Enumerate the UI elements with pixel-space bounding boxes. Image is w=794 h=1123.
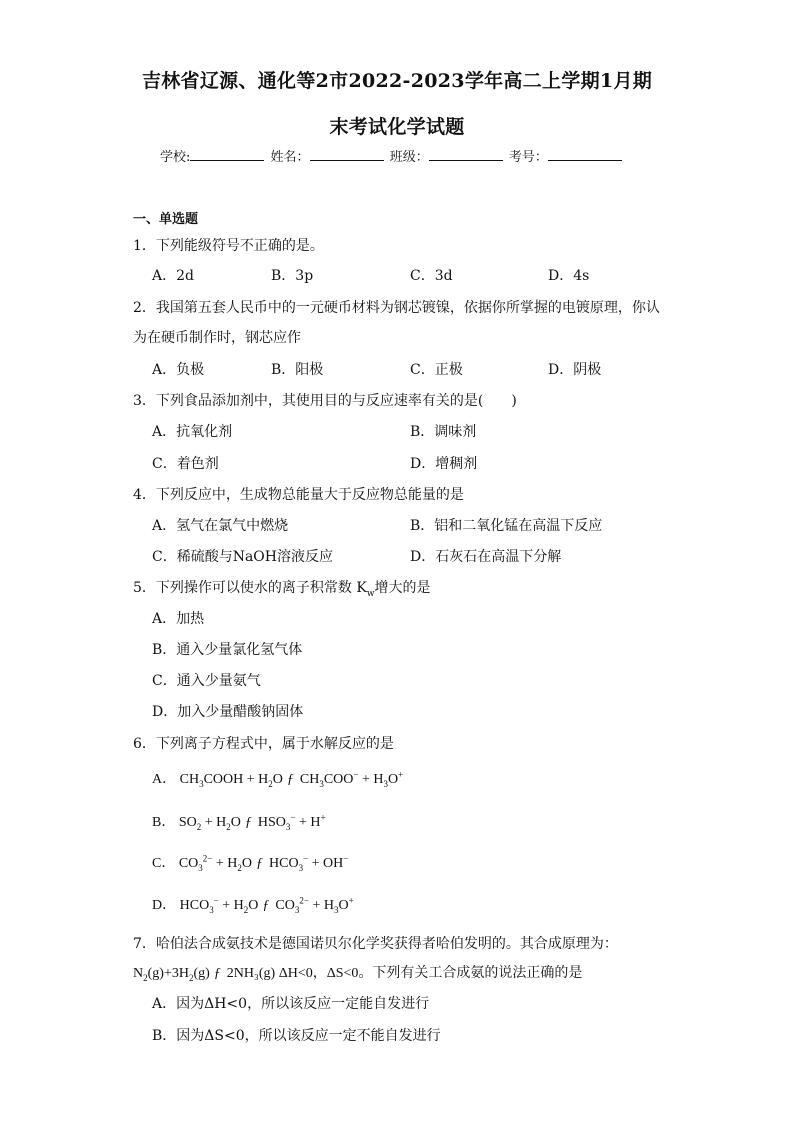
q5-stem-end: 增大的是 [374, 580, 431, 596]
question-3-stem: 3．下列食品添加剂中，其使用目的与反应速率有关的是( ) [133, 393, 517, 409]
question-2-stem-line-2: 为在硬币制作时，钢芯应作 [133, 330, 301, 346]
exam-title-line-2: 末考试化学试题 [329, 116, 465, 138]
name-blank[interactable] [310, 148, 384, 161]
q2-option-a: A．负极 [152, 362, 205, 378]
q6-option-c: C． $CO_3^{2-} + H_2O$ ƒ $HCO_3^- + OH^-$ [152, 853, 349, 873]
q3-option-b: B．调味剂 [410, 424, 477, 440]
school-label: 学校: [160, 150, 191, 165]
q2-option-d: D．阴极 [548, 362, 602, 378]
q5-option-c: C．通入少量氨气 [152, 673, 261, 689]
student-info-row [160, 146, 624, 165]
school-blank[interactable] [190, 148, 264, 161]
q2-option-c: C．正极 [410, 362, 463, 378]
question-7-stem-line-2: $N_2(g)+3H_2(g)$ ƒ 2NH₃(g) ΔH<0，ΔS<0。下列有关工合成氨的说法正确的是 [133, 966, 583, 983]
q7-option-a: A．因为ΔH<0，所以该反应一定能自发进行 [152, 996, 430, 1012]
q2-option-b: B．阳极 [271, 362, 324, 378]
question-4-stem: 4．下列反应中，生成物总能量大于反应物总能量的是 [133, 487, 464, 503]
question-1-stem: 1．下列能级符号不正确的是。 [133, 238, 324, 254]
q5-option-a: A．加热 [152, 611, 205, 627]
exam-title-line-1: 吉林省辽源、通化等2市2022-2023学年高二上学期1月期 [141, 70, 653, 92]
question-7-stem-line-1: 7．哈伯法合成氨技术是德国诺贝尔化学奖获得者哈伯发明的。其合成原理为： [133, 936, 618, 952]
q5-option-b: B．通入少量氯化氢气体 [152, 642, 303, 658]
q6-option-a: A． $CH_3COOH + H_2O$ ƒ $CH_3COO^- + H_3O^+$ [152, 769, 404, 789]
name-label: 姓名： [270, 150, 310, 165]
q1-option-b: B．3p [271, 268, 314, 284]
q7-option-b: B．因为ΔS<0，所以该反应一定不能自发进行 [152, 1028, 441, 1044]
section-heading: 一、单选题 [133, 212, 199, 227]
q4-option-b: B．铝和二氧化锰在高温下反应 [410, 518, 603, 534]
question-6-stem: 6．下列离子方程式中，属于水解反应的是 [133, 736, 394, 752]
q3-option-c: C．着色剂 [152, 456, 219, 472]
q5-option-d: D．加入少量醋酸钠固体 [152, 704, 304, 720]
q7-stem-end: 2NH₃(g) ΔH<0，ΔS<0。下列有关工合成氨的说法正确的是 [226, 966, 583, 981]
q6-option-d: D． $HCO_3^- + H_2O$ ƒ $CO_3^{2-} + H_3O^+$ [152, 895, 354, 915]
question-2-stem-line-1: 2．我国第五套人民币中的一元硬币材料为钢芯镀镍，依据你所掌握的电镀原理，你认 [133, 300, 660, 316]
q4-option-c: C．稀硫酸与NaOH溶液反应 [152, 549, 333, 565]
q3-option-a: A．抗氧化剂 [152, 424, 233, 440]
question-5-stem [133, 577, 431, 599]
class-label: 班级： [389, 150, 429, 165]
q1-option-a: A．2d [152, 268, 194, 284]
class-blank[interactable] [429, 148, 503, 161]
exam-number-blank[interactable] [548, 148, 622, 161]
q4-option-d: D．石灰石在高温下分解 [410, 549, 562, 565]
q5-stem-subscript: w [366, 588, 375, 599]
q6-option-b: B． $SO_2 + H_2O$ ƒ $HSO_3^- + H^+$ [152, 812, 326, 832]
q3-option-d: D．增稠剂 [410, 456, 478, 472]
q1-option-d: D．4s [548, 268, 590, 284]
q4-option-a: A．氢气在氯气中燃烧 [152, 518, 289, 534]
q5-stem-text: 5．下列操作可以使水的离子积常数 K [133, 580, 367, 596]
q1-option-c: C．3d [410, 268, 453, 284]
exam-number-label: 考号： [508, 150, 548, 165]
